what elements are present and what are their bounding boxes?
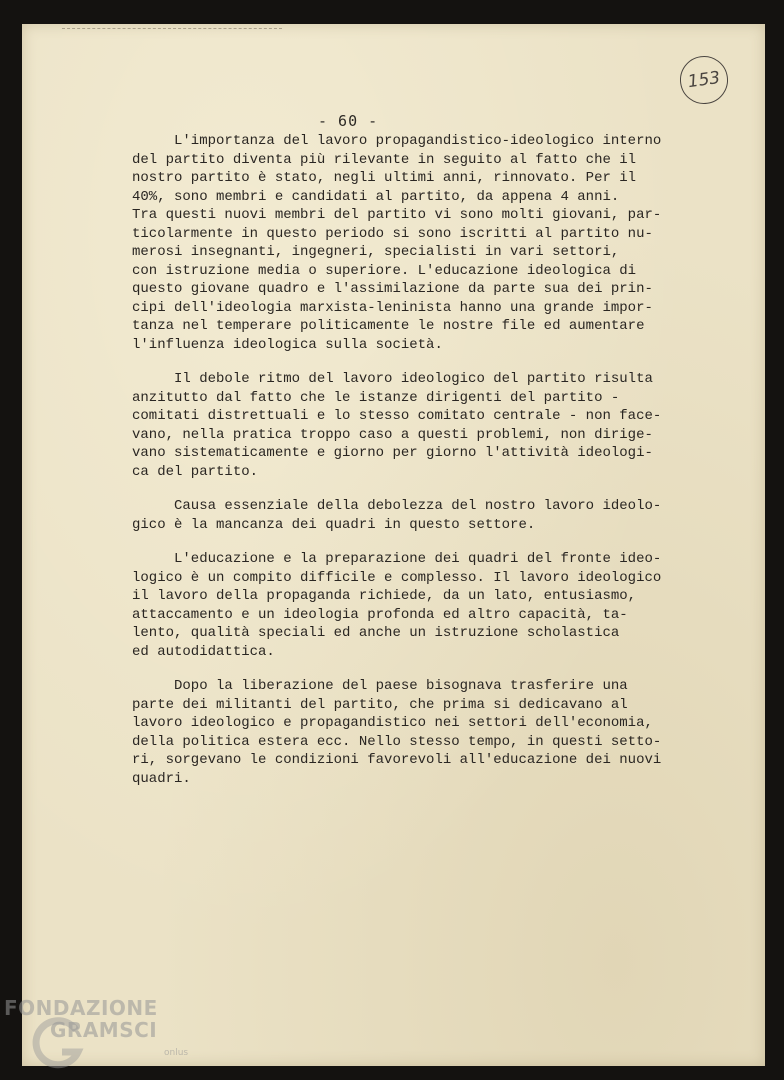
watermark-line-1: FONDAZIONE <box>4 996 158 1020</box>
paragraph-3 <box>132 497 732 534</box>
line: gico è la mancanza dei quadri in questo settore. <box>132 516 536 533</box>
paragraph-4 <box>132 550 732 661</box>
line: lento, qualità speciali ed anche un istruzione scholastica <box>132 625 620 641</box>
line: nostro partito è stato, negli ultimi anni, rinnovato. Per il <box>132 170 637 186</box>
paper-edge-marks <box>62 28 282 37</box>
line: ticolarmente in questo periodo si sono iscritti al partito nu- <box>132 225 653 242</box>
line: il lavoro della propaganda richiede, da un lato, entusiasmo, <box>132 588 637 604</box>
line: questo giovane quadro e l'assimilazione da parte sua dei prin- <box>132 281 653 297</box>
line: comitati distrettuali e lo stesso comitato centrale - non face- <box>132 408 662 424</box>
line: vano sistematicamente e giorno per giorno l'attività ideologi- <box>132 445 653 461</box>
stamp-number: 153 <box>686 67 722 93</box>
line: Tra questi nuovi membri del partito vi sono molti giovani, par- <box>132 207 662 223</box>
line: della politica estera ecc. Nello stesso tempo, in questi setto- <box>132 733 662 750</box>
line: lavoro ideologico e propagandistico nei settori dell'economia, <box>132 715 653 731</box>
line: L'educazione e la preparazione dei quadri del fronte ideo- <box>132 551 662 567</box>
line: logico è un compito difficile e complesso. Il lavoro ideologico <box>132 569 662 586</box>
line: vano, nella pratica troppo caso a questi problemi, non dirige- <box>132 426 653 443</box>
watermark-line-2: GRAMSCI <box>50 1018 158 1042</box>
line: Il debole ritmo del lavoro ideologico del partito risulta <box>132 371 653 387</box>
line: L'importanza del lavoro propagandistico-ideologico interno <box>132 133 662 149</box>
page-number: - 60 - <box>318 112 379 130</box>
line: parte dei militanti del partito, che prima si dedicavano al <box>132 696 628 713</box>
line: 40%, sono membri e candidati al partito, da appena 4 anni. <box>132 188 620 205</box>
watermark-line-3: onlus <box>164 1048 189 1058</box>
archive-page-stamp <box>677 53 731 107</box>
line: merosi insegnanti, ingegneri, specialisti in vari settori, <box>132 244 620 260</box>
line: con istruzione media o superiore. L'educazione ideologica di <box>132 262 637 279</box>
line: ca del partito. <box>132 463 259 480</box>
line: ed autodidattica. <box>132 643 275 660</box>
line: Causa essenziale della debolezza del nostro lavoro ideolo- <box>132 498 662 514</box>
paragraph-5 <box>132 677 732 788</box>
line: Dopo la liberazione del paese bisognava trasferire una <box>132 678 628 694</box>
line: attaccamento e un ideologia profonda ed altro capacità, ta- <box>132 606 628 623</box>
document-body <box>132 132 732 804</box>
line: anzitutto dal fatto che le istanze dirigenti del partito - <box>132 389 620 406</box>
paragraph-2 <box>132 370 732 481</box>
line: quadri. <box>132 770 191 787</box>
paragraph-1 <box>132 132 732 354</box>
line: ri, sorgevano le condizioni favorevoli all'educazione dei nuovi <box>132 752 662 768</box>
line: cipi dell'ideologia marxista-leninista hanno una grande impor- <box>132 299 653 316</box>
line: l'influenza ideologica sulla società. <box>132 336 443 353</box>
line: del partito diventa più rilevante in seguito al fatto che il <box>132 151 637 168</box>
line: tanza nel temperare politicamente le nostre file ed aumentare <box>132 318 645 334</box>
